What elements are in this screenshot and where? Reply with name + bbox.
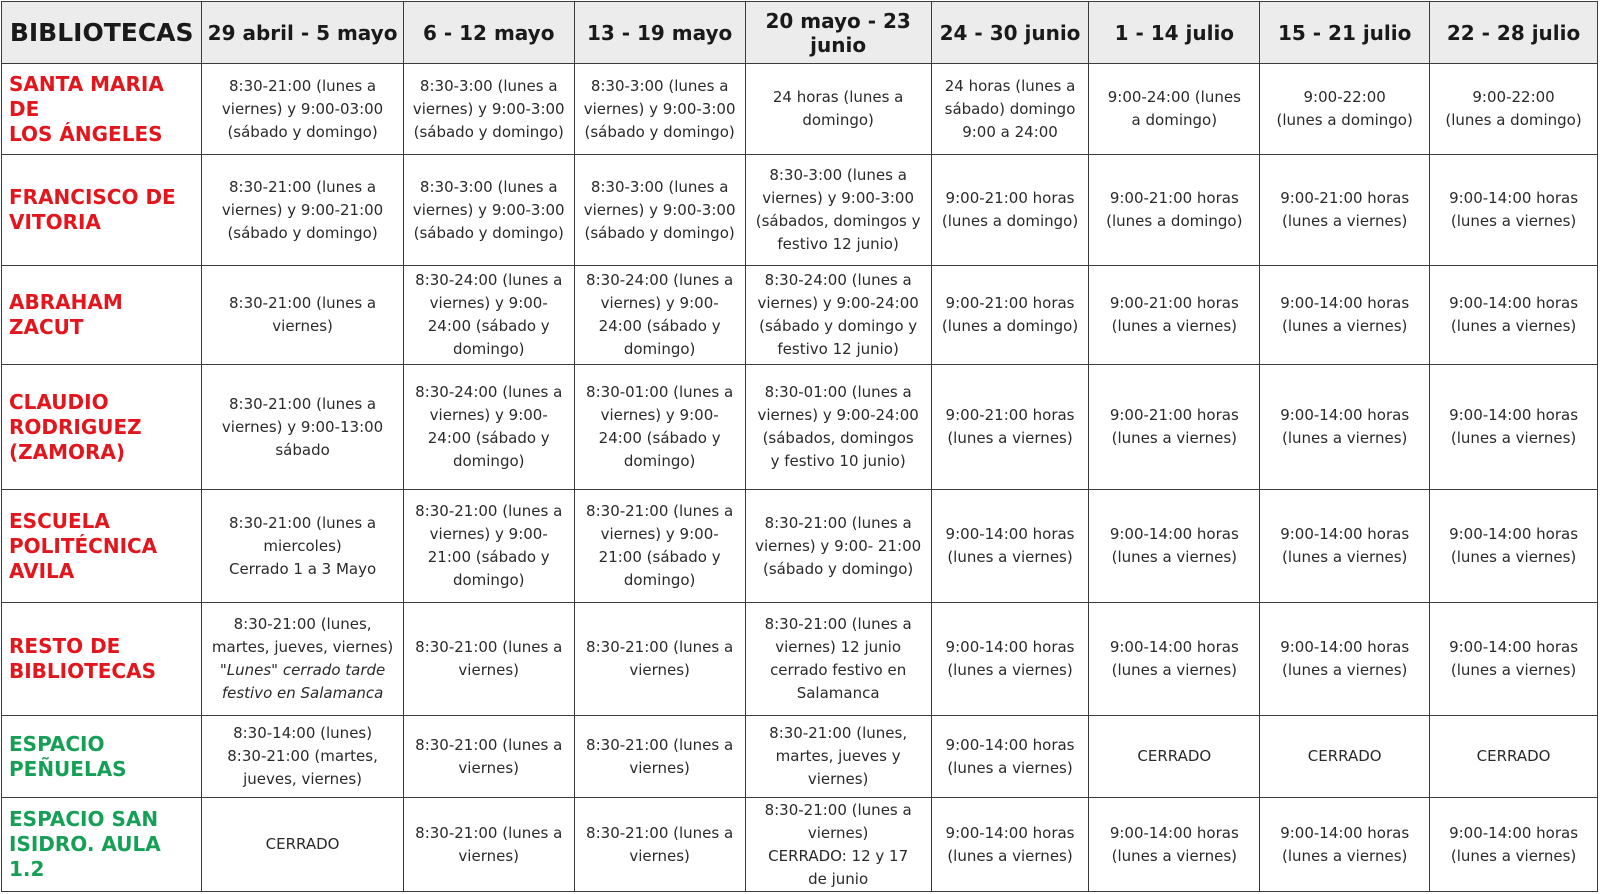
schedule-cell [1430, 798, 1598, 892]
schedule-cell [1430, 603, 1598, 716]
schedule-line: (lunes a viernes) [1281, 846, 1408, 865]
schedule-line: domingo) [452, 452, 525, 470]
schedule-cell [745, 64, 931, 155]
schedule-line: (sábados, domingos y [755, 212, 921, 230]
schedule-line: 24:00 (sábado y [427, 429, 550, 447]
schedule-line: festivo 12 junio) [777, 340, 899, 358]
schedule-cell [745, 716, 931, 798]
library-name-line: ESCUELA [9, 508, 110, 533]
schedule-line: viernes) 12 junio [775, 638, 901, 656]
schedule-line: viernes) y 9:00- 21:00 [755, 536, 922, 555]
schedule-line: 8:30-21:00 (lunes a [229, 177, 377, 196]
schedule-cell [202, 266, 403, 365]
schedule-line: 8:30-24:00 (lunes a [764, 271, 912, 289]
schedule-line: martes, jueves, viernes) [211, 638, 394, 656]
schedule-cell [574, 716, 745, 798]
schedule-line: (lunes a viernes) [1281, 661, 1408, 679]
table-row [2, 155, 1598, 266]
schedule-line: viernes) [458, 846, 520, 865]
schedule-cell [1089, 490, 1260, 603]
schedule-line: 9:00-14:00 horas [1280, 638, 1410, 656]
schedule-line: 9:00-14:00 horas [1280, 406, 1410, 424]
schedule-cell [1089, 64, 1260, 155]
library-name [2, 365, 202, 490]
schedule-line: 8:30-21:00 (martes, [227, 747, 378, 765]
schedule-line: 9:00 a 24:00 [962, 122, 1058, 141]
schedule-line: 8:30-21:00 (lunes a [586, 638, 734, 656]
schedule-line: viernes) y 9:00-03:00 [221, 99, 384, 118]
schedule-cell [1430, 64, 1598, 155]
library-schedule-table [1, 1, 1598, 892]
schedule-line: 8:30-24:00 (lunes a [415, 383, 563, 401]
schedule-cell [1430, 716, 1598, 798]
schedule-line: 8:30-21:00 (lunes, [769, 724, 908, 742]
library-name [2, 64, 202, 155]
schedule-cell [403, 716, 574, 798]
schedule-cell [403, 266, 574, 365]
schedule-line: 9:00-22:00 [1303, 88, 1386, 106]
schedule-line: 8:30-3:00 (lunes a [419, 177, 558, 196]
schedule-line: 8:30-21:00 (lunes a [229, 294, 377, 312]
schedule-cell [931, 266, 1089, 365]
library-name [2, 798, 202, 892]
schedule-line: (lunes a viernes) [1450, 846, 1577, 865]
library-name-line: RODRIGUEZ [9, 414, 142, 439]
schedule-line: de junio [808, 869, 869, 888]
schedule-line: (lunes a viernes) [1450, 429, 1577, 447]
table-row [2, 266, 1598, 365]
schedule-cell [1089, 716, 1260, 798]
schedule-cell [1260, 798, 1430, 892]
schedule-line: 9:00-21:00 horas [945, 189, 1075, 207]
schedule-line: (lunes a viernes) [947, 846, 1073, 865]
schedule-line: (lunes a viernes) [1450, 548, 1577, 566]
schedule-line: (lunes a viernes) [947, 548, 1073, 566]
schedule-cell [931, 603, 1089, 716]
schedule-line: viernes) [272, 317, 333, 335]
schedule-line: jueves, viernes) [243, 770, 363, 788]
library-name-line: RESTO DE [9, 634, 121, 658]
schedule-line: viernes) [807, 770, 869, 788]
schedule-line: Salamanca [796, 684, 880, 702]
schedule-line: viernes) y 9:00-21:00 [221, 200, 384, 219]
schedule-line: 9:00-14:00 horas [1109, 525, 1239, 543]
schedule-line: 21:00 (sábado y [598, 548, 721, 566]
schedule-line: (lunes a domingo) [1276, 111, 1413, 129]
schedule-line: 9:00-14:00 horas [1449, 189, 1579, 207]
schedule-line: (lunes a domingo) [1445, 111, 1582, 129]
schedule-line: 24:00 (sábado y [427, 317, 550, 335]
schedule-line: 8:30-21:00 (lunes a [415, 823, 563, 842]
schedule-line: 8:30-01:00 (lunes a [586, 383, 734, 401]
schedule-line: viernes) y 9:00-3:00 [762, 189, 915, 207]
schedule-cell [1260, 64, 1430, 155]
schedule-cell [202, 155, 403, 266]
schedule-line: viernes) [629, 758, 690, 777]
schedule-line: 8:30-3:00 (lunes a [590, 76, 729, 95]
schedule-cell [1260, 603, 1430, 716]
schedule-line: 8:30-21:00 (lunes a [764, 513, 912, 532]
schedule-line: 9:00-21:00 horas [1109, 406, 1239, 424]
schedule-cell [1430, 155, 1598, 266]
schedule-line: 9:00-21:00 horas [945, 294, 1075, 312]
schedule-cell [1430, 266, 1598, 365]
library-name-line: VITORIA [9, 210, 101, 234]
schedule-line: 9:00-14:00 horas [1449, 638, 1579, 656]
schedule-line: (lunes a viernes) [1111, 548, 1237, 566]
schedule-line: (lunes a viernes) [1281, 212, 1408, 230]
schedule-cell [403, 155, 574, 266]
schedule-line: 8:30-21:00 (lunes a [415, 502, 563, 520]
schedule-line: 24 horas (lunes a [772, 88, 904, 106]
schedule-note-line: festivo en Salamanca [221, 684, 384, 702]
period-header: 29 abril - 5 mayo [202, 2, 403, 64]
schedule-line: viernes) y 9:00- [600, 294, 719, 312]
schedule-line: festivo 12 junio) [777, 235, 899, 253]
schedule-line: CERRADO [265, 835, 340, 853]
schedule-line: viernes) y 9:00-13:00 [221, 417, 384, 436]
schedule-cell [931, 490, 1089, 603]
schedule-cell [574, 490, 745, 603]
schedule-cell [574, 365, 745, 490]
schedule-line: CERRADO [1307, 747, 1382, 765]
period-header: 1 - 14 julio [1089, 2, 1260, 64]
schedule-cell [1430, 490, 1598, 603]
schedule-line: 8:30-21:00 (lunes a [229, 513, 377, 532]
library-name [2, 490, 202, 603]
schedule-line: CERRADO: 12 y 17 [768, 846, 909, 865]
schedule-cell [745, 155, 931, 266]
library-name-line: BIBLIOTECAS [9, 659, 156, 683]
schedule-line: (lunes a viernes) [1281, 548, 1408, 566]
schedule-cell [745, 798, 931, 892]
schedule-line: (lunes a viernes) [1450, 212, 1577, 230]
schedule-line: (lunes a viernes) [1281, 429, 1408, 447]
schedule-cell [745, 603, 931, 716]
schedule-line: domingo) [802, 111, 874, 129]
schedule-line: 9:00-21:00 horas [1109, 189, 1239, 207]
schedule-line: 9:00-21:00 horas [945, 406, 1075, 424]
schedule-cell [1260, 155, 1430, 266]
schedule-line: domingo) [452, 340, 525, 358]
schedule-cell [745, 365, 931, 490]
schedule-line: sábado) domingo [944, 99, 1076, 118]
schedule-line: domingo) [623, 571, 696, 589]
schedule-cell [1089, 155, 1260, 266]
library-name-line: SANTA MARIA DE [9, 71, 164, 121]
schedule-line: (sábado y domingo) [763, 559, 914, 578]
schedule-line: 8:30-24:00 (lunes a [415, 271, 563, 289]
schedule-line: viernes) [629, 846, 690, 865]
schedule-line: viernes) y 9:00-3:00 [412, 200, 565, 219]
schedule-line: (sábado y domingo) [584, 122, 735, 141]
schedule-line: (lunes a viernes) [947, 758, 1073, 777]
schedule-cell [1089, 603, 1260, 716]
library-name [2, 155, 202, 266]
schedule-line: (sábado y domingo) [227, 122, 378, 141]
schedule-line: (lunes a viernes) [947, 661, 1073, 679]
library-name-line: CLAUDIO [9, 389, 109, 414]
schedule-line: 9:00-14:00 horas [1280, 823, 1410, 842]
schedule-line: domingo) [452, 571, 525, 589]
schedule-line: domingo) [623, 452, 696, 470]
schedule-line: (sábado y domingo) [413, 122, 564, 141]
schedule-line: (lunes a viernes) [1450, 661, 1577, 679]
schedule-cell [202, 365, 403, 490]
schedule-line: viernes) [807, 823, 869, 842]
schedule-line: (sábados, domingos [762, 429, 914, 447]
schedule-cell [931, 798, 1089, 892]
schedule-line: cerrado festivo en [770, 661, 907, 679]
table-row [2, 490, 1598, 603]
schedule-cell [574, 155, 745, 266]
schedule-line: 9:00-21:00 horas [1280, 189, 1410, 207]
schedule-note-line: "Lunes" cerrado tarde [219, 661, 386, 679]
schedule-cell [403, 603, 574, 716]
schedule-line: 8:30-3:00 (lunes a [590, 177, 729, 196]
schedule-line: 9:00-14:00 horas [1449, 525, 1579, 543]
schedule-cell [202, 490, 403, 603]
schedule-line: 8:30-21:00 (lunes a [586, 502, 734, 520]
schedule-line: 8:30-3:00 (lunes a [769, 166, 907, 184]
schedule-line: viernes) y 9:00- [600, 406, 719, 424]
schedule-line: (sábado y domingo y [759, 317, 918, 335]
schedule-line: Cerrado 1 a 3 Mayo [228, 559, 377, 578]
schedule-line: 9:00-21:00 horas [1109, 294, 1239, 312]
library-name-line: LOS ÁNGELES [9, 121, 163, 146]
schedule-line: 9:00-14:00 horas [1280, 294, 1410, 312]
schedule-cell [931, 64, 1089, 155]
schedule-line: 9:00-14:00 horas [945, 823, 1075, 842]
schedule-cell [1430, 365, 1598, 490]
library-name-line: POLITÉCNICA [9, 533, 158, 558]
schedule-cell [403, 798, 574, 892]
schedule-line: miercoles) [263, 536, 342, 555]
schedule-line: viernes) y 9:00-3:00 [583, 99, 736, 118]
library-name [2, 266, 202, 365]
schedule-line: a domingo) [1131, 111, 1218, 129]
schedule-cell [1260, 716, 1430, 798]
table-row [2, 603, 1598, 716]
schedule-line: CERRADO [1137, 747, 1212, 765]
schedule-line: 24 horas (lunes a [944, 76, 1076, 95]
schedule-line: (sábado y domingo) [227, 223, 378, 242]
period-header: 15 - 21 julio [1260, 2, 1430, 64]
schedule-cell [1089, 365, 1260, 490]
schedule-cell [931, 365, 1089, 490]
schedule-line: 9:00-14:00 horas [1449, 294, 1579, 312]
schedule-line: 9:00-14:00 horas [945, 638, 1075, 656]
schedule-line: viernes) [629, 661, 690, 679]
library-name [2, 716, 202, 798]
library-name-line: ESPACIO [9, 731, 105, 756]
schedule-line: 8:30-21:00 (lunes a [586, 735, 734, 754]
schedule-line: viernes) y 9:00-3:00 [412, 99, 565, 118]
schedule-line: viernes) y 9:00-24:00 [757, 294, 919, 312]
schedule-line: 9:00-22:00 [1472, 88, 1555, 106]
schedule-line: 8:30-21:00 (lunes a [764, 615, 912, 633]
schedule-cell [1260, 490, 1430, 603]
period-header: 22 - 28 julio [1430, 2, 1598, 64]
schedule-line: 9:00-14:00 horas [1280, 525, 1410, 543]
schedule-line: 9:00-14:00 horas [1109, 638, 1239, 656]
schedule-line: viernes) y 9:00- [600, 525, 719, 543]
schedule-cell [403, 490, 574, 603]
schedule-cell [1089, 798, 1260, 892]
schedule-line: (lunes a viernes) [1281, 317, 1408, 335]
schedule-line: 9:00-24:00 (lunes [1107, 88, 1241, 106]
schedule-line: 9:00-14:00 horas [945, 735, 1075, 754]
library-name-line: ISIDRO. AULA 1.2 [9, 832, 161, 881]
schedule-line: 8:30-21:00 (lunes a [229, 394, 377, 413]
libraries-column-header: BIBLIOTECAS [2, 2, 202, 64]
schedule-line: domingo) [623, 340, 696, 358]
schedule-cell [1260, 266, 1430, 365]
schedule-cell [574, 64, 745, 155]
schedule-cell [1089, 266, 1260, 365]
schedule-line: 8:30-3:00 (lunes a [419, 76, 558, 95]
schedule-line: (lunes a domingo) [941, 317, 1079, 335]
table-row [2, 365, 1598, 490]
schedule-line: sábado [275, 440, 330, 459]
library-name-line: PEÑUELAS [9, 756, 127, 781]
schedule-line: (lunes a domingo) [1106, 212, 1243, 230]
schedule-cell [931, 716, 1089, 798]
schedule-line: martes, jueves y [775, 747, 901, 765]
schedule-line: 8:30-14:00 (lunes) [233, 724, 373, 742]
schedule-line: y festivo 10 junio) [770, 452, 906, 470]
schedule-line: 8:30-21:00 (lunes a [586, 823, 734, 842]
schedule-cell [202, 716, 403, 798]
table-row [2, 716, 1598, 798]
schedule-line: 9:00-14:00 horas [1449, 406, 1579, 424]
schedule-line: viernes) y 9:00- [429, 406, 548, 424]
schedule-line: (sábado y domingo) [584, 223, 735, 242]
schedule-line: (lunes a viernes) [1111, 661, 1237, 679]
schedule-line: 8:30-21:00 (lunes a [764, 800, 912, 819]
table-row [2, 64, 1598, 155]
schedule-cell [745, 266, 931, 365]
schedule-line: 9:00-14:00 horas [945, 525, 1075, 543]
library-name-line: (ZAMORA) [9, 439, 126, 464]
schedule-line: 21:00 (sábado y [427, 548, 550, 566]
schedule-cell [931, 155, 1089, 266]
schedule-line: 9:00-14:00 horas [1449, 823, 1579, 842]
header-row [2, 2, 1598, 64]
library-name [2, 603, 202, 716]
schedule-line: (lunes a domingo) [941, 212, 1079, 230]
schedule-cell [745, 490, 931, 603]
period-header: 24 - 30 junio [931, 2, 1089, 64]
schedule-cell [403, 365, 574, 490]
schedule-line: 8:30-21:00 (lunes a [415, 638, 563, 656]
schedule-line: viernes) y 9:00- [429, 294, 548, 312]
schedule-line: 24:00 (sábado y [598, 317, 721, 335]
schedule-line: viernes) y 9:00- [429, 525, 548, 543]
schedule-cell [202, 603, 403, 716]
schedule-cell [574, 603, 745, 716]
schedule-line: 9:00-14:00 horas [1109, 823, 1239, 842]
period-header: 13 - 19 mayo [574, 2, 745, 64]
schedule-cell [574, 266, 745, 365]
schedule-cell [574, 798, 745, 892]
schedule-line: 24:00 (sábado y [598, 429, 721, 447]
schedule-line: CERRADO [1476, 747, 1551, 765]
schedule-line: viernes) y 9:00-24:00 [757, 406, 919, 424]
library-name-line: ABRAHAM ZACUT [9, 290, 123, 339]
schedule-line: (lunes a viernes) [1111, 846, 1237, 865]
schedule-cell [1260, 365, 1430, 490]
period-header: 20 mayo - 23 junio [745, 2, 931, 64]
schedule-line: viernes) [458, 661, 520, 679]
library-name-line: ESPACIO SAN [9, 807, 159, 831]
schedule-line: (sábado y domingo) [413, 223, 564, 242]
schedule-line: (lunes a viernes) [1111, 429, 1237, 447]
schedule-line: (lunes a viernes) [947, 429, 1073, 447]
schedule-line: 8:30-21:00 (lunes a [229, 76, 377, 95]
period-header: 6 - 12 mayo [403, 2, 574, 64]
schedule-cell [202, 798, 403, 892]
schedule-line: viernes) y 9:00-3:00 [583, 200, 736, 219]
table-row [2, 798, 1598, 892]
schedule-line: 8:30-24:00 (lunes a [586, 271, 734, 289]
schedule-cell [403, 64, 574, 155]
schedule-line: 8:30-21:00 (lunes, [233, 615, 372, 633]
schedule-cell [202, 64, 403, 155]
library-name-line: FRANCISCO DE [9, 185, 176, 209]
schedule-line: (lunes a viernes) [1111, 317, 1237, 335]
schedule-line: 8:30-21:00 (lunes a [415, 735, 563, 754]
schedule-line: (lunes a viernes) [1450, 317, 1577, 335]
schedule-line: 8:30-01:00 (lunes a [764, 383, 912, 401]
schedule-line: viernes) [458, 758, 520, 777]
library-name-line: AVILA [9, 558, 75, 583]
